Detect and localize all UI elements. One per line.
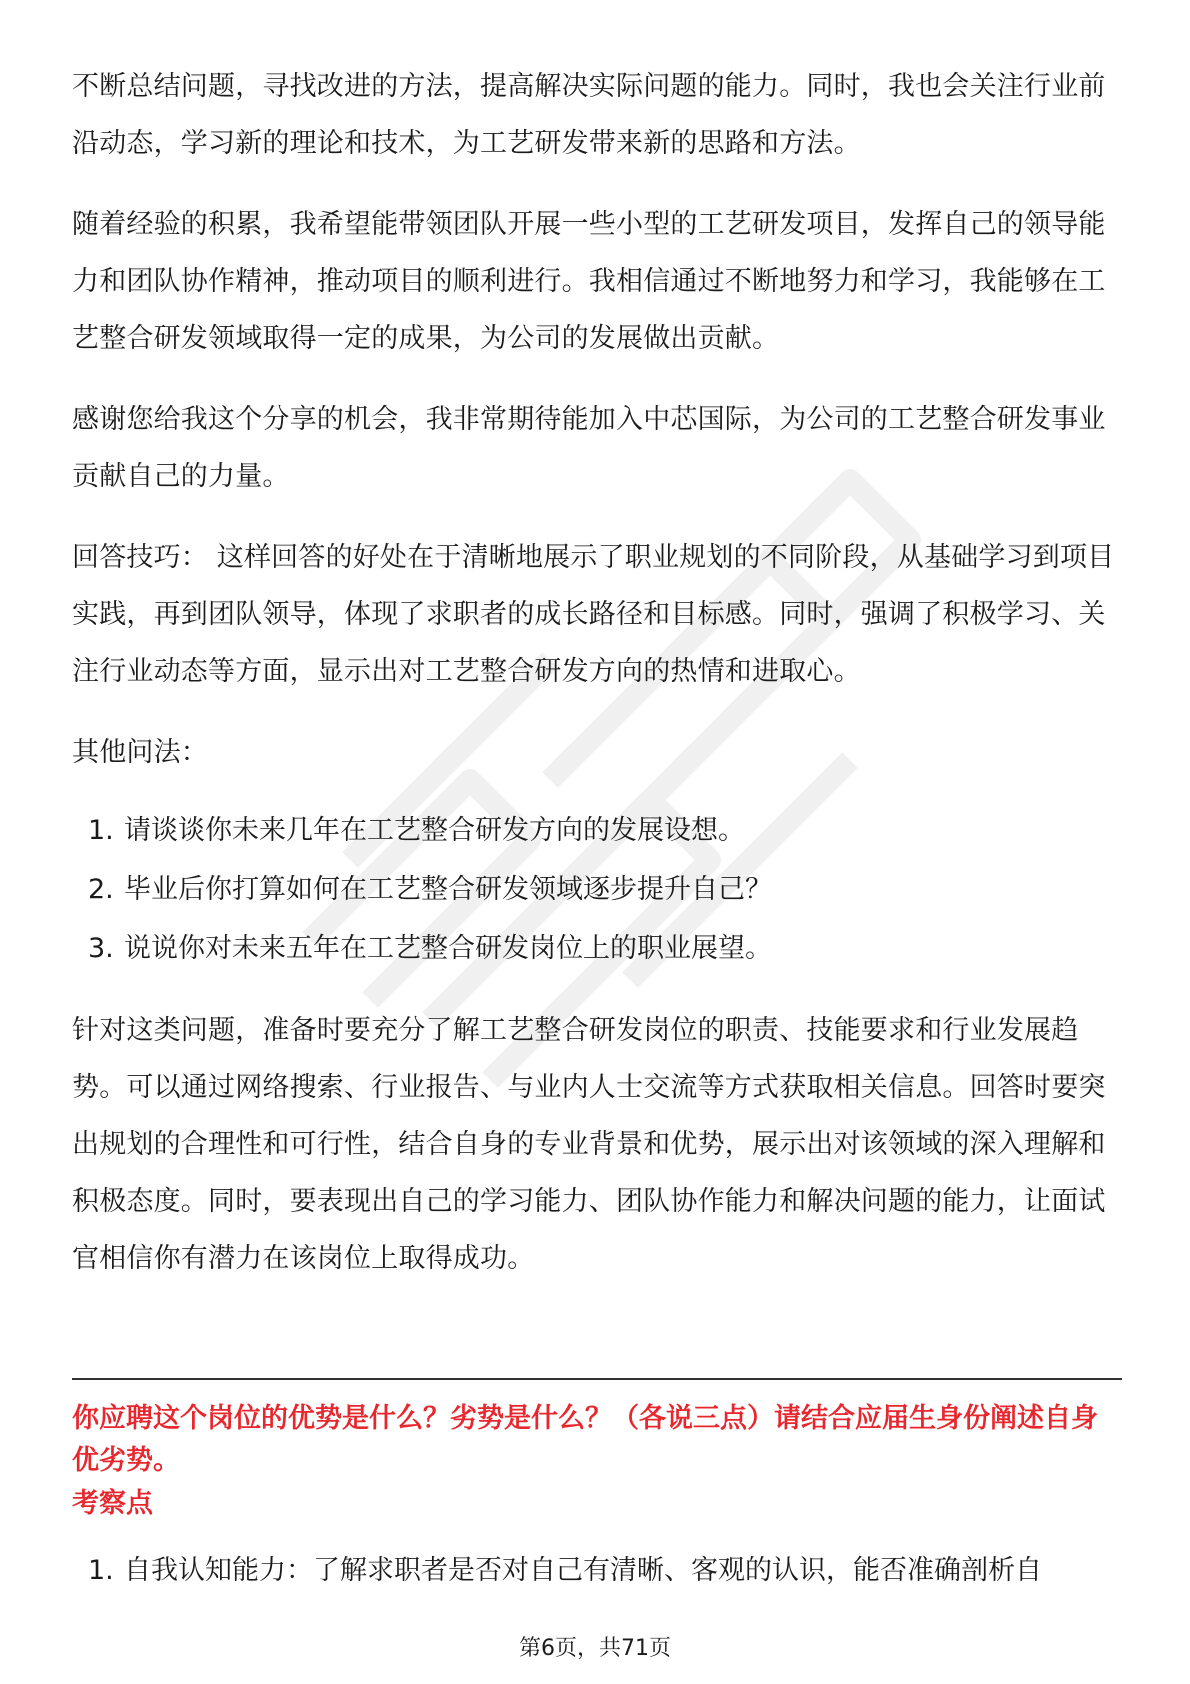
paragraph-answer-tips: 回答技巧： 这样回答的好处在于清晰地展示了职业规划的不同阶段，从基础学习到项目实践，再到团队领导，体现了求职者的成长路径和目标感。同时，强调了积极学习、关注行业动态等方面，显示出对工艺整合研发方向的热情和进取心。 (72, 542, 1115, 687)
paragraph-preparation-advice: 针对这类问题，准备时要充分了解工艺整合研发岗位的职责、技能要求和行业发展趋势。可以通过网络搜索、行业报告、与业内人士交流等方式获取相关信息。回答时要突出规划的合理性和可行性，结合自身的专业背景和优势，展示出对该领域的深入理解和积极态度。同时，要表现出自己的学习能力、团队协作能力和解决问题的能力，让面试官相信你有潜力在该岗位上取得成功。 (72, 1015, 1106, 1274)
list-item: 1. 请谈谈你未来几年在工艺整合研发方向的发展设想。 (88, 815, 745, 846)
list-item: 3. 说说你对未来五年在工艺整合研发岗位上的职业展望。 (88, 933, 772, 964)
next-question-heading: 你应聘这个岗位的优势是什么？劣势是什么？（各说三点）请结合应届生身份阐述自身优劣势。 (72, 1403, 1098, 1476)
paragraph-thanks: 感谢您给我这个分享的机会，我非常期待能加入中芯国际，为公司的工艺整合研发事业贡献自己的力量。 (72, 404, 1106, 492)
focus-list-item: 1. 自我认知能力：了解求职者是否对自己有清晰、客观的认识，能否准确剖析自 (88, 1555, 1042, 1586)
page-footer: 第6页，共71页 (519, 1636, 671, 1661)
paragraph-continuation: 不断总结问题，寻找改进的方法，提高解决实际问题的能力。同时，我也会关注行业前沿动态，学习新的理论和技术，为工艺研发带来新的思路和方法。 (72, 71, 1106, 159)
paragraph-career-growth: 随着经验的积累，我希望能带领团队开展一些小型的工艺研发项目，发挥自己的领导能力和团队协作精神，推动项目的顺利进行。我相信通过不断地努力和学习，我能够在工艺整合研发领域取得一定的成果，为公司的发展做出贡献。 (72, 209, 1106, 354)
list-item: 2. 毕业后你打算如何在工艺整合研发领域逐步提升自己？ (88, 874, 772, 905)
other-questions-heading: 其他问法： (72, 737, 208, 768)
body-content (72, 58, 1122, 1287)
other-questions-list (72, 801, 1122, 978)
section-divider (72, 1378, 1122, 1380)
section-title-focus: 考察点 (72, 1488, 153, 1519)
